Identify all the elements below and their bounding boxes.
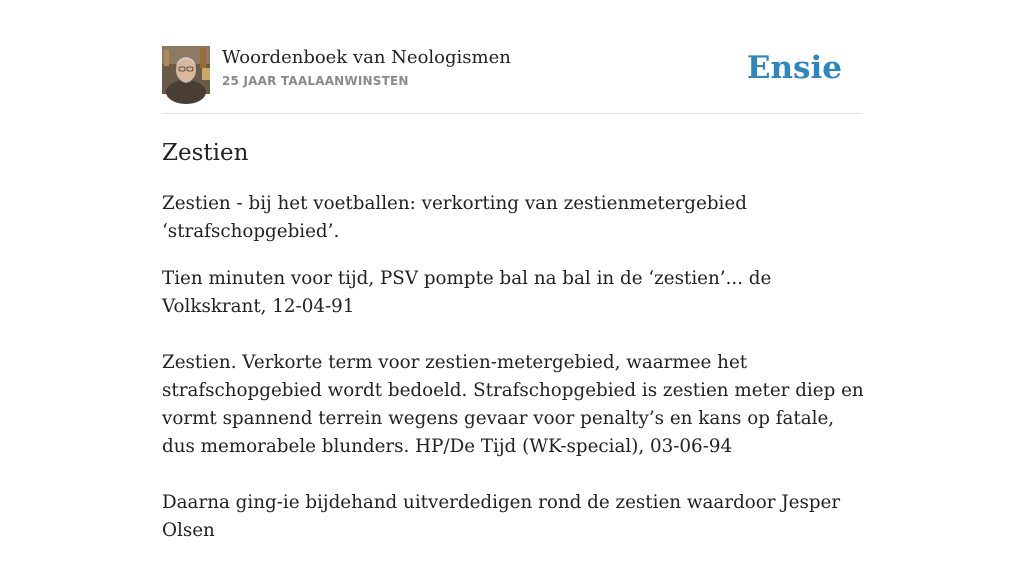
- author-avatar[interactable]: [162, 46, 210, 94]
- quote-paragraph: Zestien. Verkorte term voor zestien-metergebied, waarmee het strafschopgebied wordt bedoeld. Strafschopgebied is zestien meter diep en vormt spannend terrein wegens gevaar voor penalty’s en kans op fatale, dus memorabele blunders. HP/De Tijd (WK-special), 03-06-94: [162, 352, 864, 457]
- site-subtitle: 25 JAAR TAALAANWINSTEN: [222, 74, 409, 88]
- article-body: [162, 190, 872, 573]
- page-title: Zestien: [162, 140, 249, 166]
- avatar-photo: [162, 46, 210, 94]
- quote-paragraph: Daarna ging-ie bijdehand uitverdedigen rond de zestien waardoor Jesper Olsen: [162, 492, 841, 541]
- header-divider: [162, 113, 862, 114]
- ensie-logo-link[interactable]: Ensie: [746, 50, 842, 86]
- site-title[interactable]: Woordenboek van Neologismen: [222, 47, 511, 68]
- definition-text: Zestien - bij het voetballen: verkorting van zestienmetergebied ‘strafschopgebied’.: [162, 193, 747, 242]
- site-header: [162, 46, 862, 96]
- quote-paragraph: Tien minuten voor tijd, PSV pompte bal na bal in de ‘zestien’... de Volkskrant, 12-04-91: [162, 268, 772, 317]
